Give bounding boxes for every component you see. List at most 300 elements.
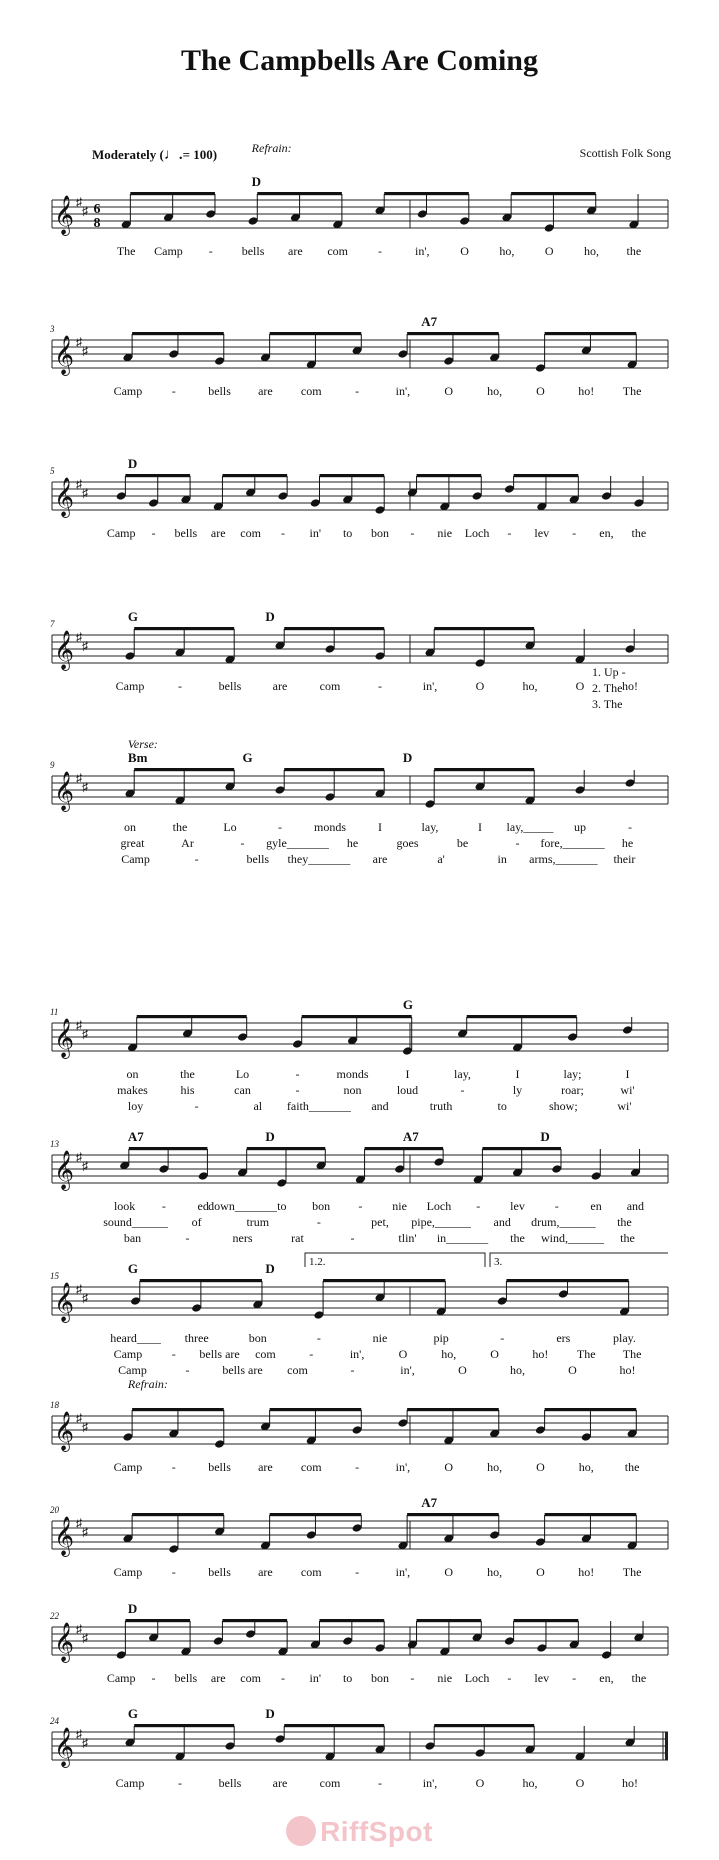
- lyric-syllable: bells: [208, 1565, 231, 1579]
- chord-symbol: G: [242, 750, 253, 765]
- lyric-syllable: lay,_____: [506, 820, 554, 834]
- tempo-marking: Moderately (♩.= 100): [92, 147, 218, 163]
- key-sharp-f-icon: ♯: [76, 1622, 82, 1636]
- key-sharp-c-icon: ♯: [82, 1525, 88, 1539]
- lyric-syllable: roar;: [561, 1083, 584, 1097]
- key-sharp-f-icon: ♯: [76, 1727, 82, 1741]
- lyric-syllable: rat: [291, 1231, 304, 1245]
- note-beam: [270, 332, 362, 335]
- lyric-syllable: com: [300, 384, 322, 398]
- staff-system-10: [52, 1513, 668, 1554]
- volta-label: 1.2.: [309, 1256, 326, 1268]
- note-beam: [270, 1408, 362, 1411]
- dotted-quarter-note-icon: ♩.: [163, 147, 183, 163]
- lyric-syllable: bells are: [199, 1347, 240, 1361]
- lyric-syllable: I: [515, 1067, 520, 1081]
- note-beam: [134, 768, 234, 771]
- note-beam: [132, 332, 224, 335]
- key-sharp-c-icon: ♯: [82, 1291, 88, 1305]
- lyric-syllable: to: [277, 1199, 287, 1213]
- lyric-syllable: fore,_______: [540, 836, 605, 850]
- measure-number: 18: [50, 1400, 59, 1410]
- lyric-syllable: Lo: [223, 820, 237, 834]
- key-sharp-f-icon: ♯: [76, 1018, 82, 1032]
- ending-pickup: 3. The: [592, 697, 623, 711]
- lyric-syllable: pet,: [371, 1215, 389, 1229]
- lyric-syllable: lev: [534, 1671, 550, 1685]
- lyric-syllable: -: [178, 1776, 182, 1790]
- chord-symbol: A7: [127, 1129, 144, 1144]
- treble-clef-icon: 𝄞: [53, 1018, 75, 1058]
- lyric-syllable: com: [255, 1347, 276, 1361]
- key-sharp-c-icon: ♯: [82, 204, 88, 218]
- treble-clef-icon: 𝄞: [53, 1282, 75, 1322]
- measure-number: 3: [50, 324, 55, 334]
- measure-number: 24: [50, 1716, 59, 1726]
- note-beam: [132, 1513, 224, 1516]
- lyric-syllable: show;: [548, 1099, 578, 1113]
- song-title: The Campbells Are Coming: [181, 44, 538, 77]
- section-label: Refrain:: [251, 141, 292, 155]
- note-beam: [482, 1147, 561, 1150]
- lyric-syllable: -: [572, 1671, 577, 1685]
- lyric-syllable: -: [628, 820, 632, 834]
- ending-pickup: 1. Up -: [592, 665, 626, 679]
- note-beam: [407, 1408, 499, 1411]
- staff-system-11: [52, 1619, 668, 1660]
- lyric-syllable: I: [625, 1067, 630, 1081]
- lyric-syllable: -: [295, 1083, 300, 1097]
- lyric-syllable: nie: [392, 1199, 407, 1213]
- lyric-syllable: in': [309, 526, 322, 540]
- measure-number: 9: [50, 760, 55, 770]
- lyric-syllable: bells: [218, 1776, 242, 1790]
- key-sharp-c-icon: ♯: [82, 1420, 88, 1434]
- lyric-syllable: on: [126, 1067, 139, 1081]
- lyric-syllable: The: [622, 1347, 642, 1361]
- lyric-syllable: en: [590, 1199, 602, 1213]
- key-sharp-c-icon: ♯: [82, 1159, 88, 1173]
- key-sharp-c-icon: ♯: [82, 780, 88, 794]
- note-beam: [132, 1408, 224, 1411]
- lyric-syllable: -: [460, 1083, 465, 1097]
- note-beam: [222, 474, 287, 477]
- lyric-syllable: Loch: [426, 1199, 452, 1213]
- volta-bracket-1: [305, 1253, 485, 1267]
- lyric-syllable: ners: [232, 1231, 253, 1245]
- note-beam: [130, 192, 215, 195]
- lyric-syllable: -: [171, 1460, 176, 1474]
- chord-symbol: G: [402, 997, 414, 1012]
- key-sharp-f-icon: ♯: [76, 630, 82, 644]
- chord-symbol: G: [127, 1261, 139, 1276]
- lyric-syllable: drum,______: [531, 1215, 596, 1229]
- lyric-syllable: -: [171, 1347, 176, 1361]
- lyric-syllable: ed: [197, 1199, 209, 1213]
- chord-symbol: D: [127, 1601, 138, 1616]
- lyric-syllable: O: [398, 1347, 408, 1361]
- lyric-syllable: the: [510, 1231, 525, 1245]
- lyric-syllable: -: [355, 1565, 360, 1579]
- lyric-syllable: I: [478, 820, 482, 834]
- lyric-syllable: -: [280, 526, 285, 540]
- note-beam: [514, 1619, 579, 1622]
- treble-clef-icon: 𝄞: [53, 1150, 75, 1190]
- lyric-syllable: and: [626, 1199, 645, 1213]
- note-beam: [506, 1279, 628, 1282]
- treble-clef-icon: 𝄞: [53, 630, 75, 670]
- lyric-syllable: truth: [429, 1099, 453, 1113]
- key-sharp-f-icon: ♯: [76, 195, 82, 209]
- lyric-syllable: bon: [312, 1199, 331, 1213]
- lyric-syllable: Camp: [113, 1347, 143, 1361]
- lyric-syllable: com: [300, 1565, 322, 1579]
- lyric-syllable: bells: [241, 244, 265, 258]
- lyric-syllable: -: [208, 244, 213, 258]
- lyric-syllable: in',: [422, 679, 438, 693]
- lyric-syllable: -: [171, 1565, 176, 1579]
- key-sharp-f-icon: ♯: [76, 1150, 82, 1164]
- key-sharp-f-icon: ♯: [76, 1411, 82, 1425]
- lyric-syllable: loy: [127, 1099, 144, 1113]
- lyric-syllable: O: [575, 679, 585, 693]
- lyric-syllable: a': [437, 852, 445, 866]
- lyric-syllable: ho,: [487, 384, 503, 398]
- lyric-syllable: -: [507, 1671, 512, 1685]
- volta-label: 3.: [494, 1256, 503, 1268]
- treble-clef-icon: 𝄞: [53, 771, 75, 811]
- lyric-syllable: in',: [415, 244, 430, 258]
- staff-system-2: [52, 332, 668, 373]
- logo-mark-icon: [286, 1816, 316, 1846]
- lyric-syllable: ho!: [622, 1776, 638, 1790]
- note-beam: [323, 1279, 445, 1282]
- note-beam: [257, 192, 342, 195]
- lyric-syllable: O: [490, 1347, 499, 1361]
- lyric-syllable: the: [624, 1460, 640, 1474]
- lyric-syllable: O: [536, 1460, 545, 1474]
- chord-symbol: D: [265, 1129, 275, 1144]
- lyric-syllable: of: [191, 1215, 202, 1229]
- lyric-syllable: ho,: [522, 679, 538, 693]
- lyric-syllable: al: [253, 1099, 263, 1113]
- note-beam: [365, 1147, 444, 1150]
- lyric-syllable: en,: [599, 526, 614, 540]
- note-beam: [407, 332, 499, 335]
- note-beam: [129, 1147, 208, 1150]
- lyric-syllable: -: [316, 1215, 321, 1229]
- lyric-syllable: Loch: [464, 1671, 490, 1685]
- lyric-syllable: ers: [556, 1331, 571, 1345]
- lyric-syllable: trum: [246, 1215, 270, 1229]
- note-beam: [125, 1619, 190, 1622]
- lyric-syllable: -: [194, 852, 199, 866]
- lyric-syllable: -: [178, 679, 182, 693]
- lyric-syllable: in_______: [436, 1231, 489, 1245]
- lyric-syllable: O: [536, 384, 545, 398]
- lyric-syllable: The: [576, 1347, 596, 1361]
- lyric-syllable: Ar: [181, 836, 194, 850]
- lyric-syllable: ly: [512, 1083, 523, 1097]
- lyric-syllable: on: [124, 820, 136, 834]
- lyric-syllable: and: [371, 1099, 389, 1113]
- lyric-syllable: O: [575, 1776, 585, 1790]
- lyric-syllable: -: [295, 1067, 300, 1081]
- lyric-syllable: down_______: [208, 1199, 277, 1213]
- staff-system-9: [52, 1408, 668, 1449]
- key-sharp-f-icon: ♯: [76, 477, 82, 491]
- lyric-syllable: Loch: [464, 526, 490, 540]
- staff-system-5: [52, 768, 668, 809]
- lyric-syllable: non: [343, 1083, 362, 1097]
- note-beam: [247, 1147, 326, 1150]
- lyric-syllable: I: [378, 820, 382, 834]
- note-beam: [434, 627, 534, 630]
- lyric-syllable: O: [544, 244, 554, 258]
- lyric-syllable: are: [372, 852, 388, 866]
- lyric-syllable: lay;: [563, 1067, 582, 1081]
- lyric-syllable: The: [622, 384, 642, 398]
- lyric-syllable: play.: [612, 1331, 636, 1345]
- lyric-syllable: in',: [395, 1460, 411, 1474]
- staff-system-6: [52, 1015, 668, 1056]
- lyric-syllable: bells: [174, 526, 198, 540]
- lyric-syllable: monds: [336, 1067, 369, 1081]
- measure-number: 22: [50, 1611, 59, 1621]
- composer-credit: Scottish Folk Song: [579, 146, 671, 160]
- lyric-syllable: to: [497, 1099, 507, 1113]
- chord-symbol: D: [540, 1129, 550, 1144]
- lyric-syllable: com: [327, 244, 349, 258]
- lyric-syllable: the: [617, 1215, 632, 1229]
- chord-symbol: G: [127, 609, 139, 624]
- lyric-syllable: sound______: [103, 1215, 168, 1229]
- lyric-syllable: ho!: [532, 1347, 549, 1361]
- key-sharp-f-icon: ♯: [76, 335, 82, 349]
- lyric-syllable: Lo: [235, 1067, 250, 1081]
- lyric-syllable: -: [185, 1231, 190, 1245]
- volta-bracket-2: [490, 1253, 668, 1267]
- key-sharp-c-icon: ♯: [82, 639, 88, 653]
- lyric-syllable: are: [288, 244, 303, 258]
- note-beam: [284, 627, 384, 630]
- lyric-syllable: -: [309, 1347, 314, 1361]
- lyric-syllable: in',: [422, 1776, 438, 1790]
- lyric-syllable: bells: [208, 384, 231, 398]
- lyric-syllable: nie: [372, 1331, 388, 1345]
- lyric-syllable: -: [355, 1460, 360, 1474]
- lyric-syllable: Camp: [118, 1363, 147, 1377]
- chord-symbol: Bm: [127, 750, 148, 765]
- lyric-syllable: The: [622, 1565, 642, 1579]
- lyric-syllable: -: [358, 1199, 363, 1213]
- lyric-syllable: -: [278, 820, 282, 834]
- lyric-syllable: -: [507, 526, 512, 540]
- measure-number: 11: [50, 1007, 59, 1017]
- key-sharp-c-icon: ♯: [82, 1631, 88, 1645]
- lyric-syllable: -: [151, 526, 156, 540]
- note-beam: [514, 474, 579, 477]
- note-beam: [134, 1724, 234, 1727]
- note-beam: [134, 627, 234, 630]
- lyric-syllable: bells: [174, 1671, 198, 1685]
- lyric-syllable: lev: [534, 526, 550, 540]
- lyric-syllable: ho!: [578, 1565, 595, 1579]
- key-sharp-c-icon: ♯: [82, 1736, 88, 1750]
- lyric-syllable: gyle_______: [266, 836, 329, 850]
- note-beam: [545, 332, 637, 335]
- lyric-syllable: Camp: [113, 1565, 143, 1579]
- riffspot-logo: [0, 1816, 719, 1848]
- section-label: Refrain:: [127, 1377, 168, 1391]
- lyric-syllable: -: [500, 1331, 505, 1345]
- lyric-syllable: the: [631, 526, 647, 540]
- lyric-syllable: in': [309, 1671, 322, 1685]
- chord-symbol: A7: [421, 1495, 438, 1510]
- lyric-syllable: loud: [396, 1083, 419, 1097]
- ending-pickup: 2. The: [592, 681, 623, 695]
- note-beam: [384, 192, 469, 195]
- lyric-syllable: pipe,______: [411, 1215, 471, 1229]
- lyric-syllable: com: [240, 526, 261, 540]
- lyric-syllable: wi': [620, 1083, 635, 1097]
- lyric-syllable: O: [444, 1565, 454, 1579]
- time-signature-bottom: 8: [93, 216, 101, 231]
- note-beam: [319, 474, 384, 477]
- lyric-syllable: and: [493, 1215, 511, 1229]
- staff-system-1: [52, 192, 668, 233]
- lyric-syllable: tlin': [398, 1231, 417, 1245]
- lyric-syllable: O: [536, 1565, 545, 1579]
- chord-symbol: D: [265, 1261, 275, 1276]
- lyric-syllable: lev: [510, 1199, 525, 1213]
- lyric-syllable: -: [151, 1671, 156, 1685]
- lyric-syllable: ho,: [578, 1460, 594, 1474]
- lyric-syllable: O: [444, 384, 454, 398]
- lyric-syllable: -: [280, 1671, 285, 1685]
- lyric-syllable: -: [572, 526, 577, 540]
- lyric-syllable: lay,: [421, 820, 439, 834]
- lyric-syllable: com: [287, 1363, 308, 1377]
- lyric-syllable: -: [410, 1671, 415, 1685]
- lyric-syllable: com: [240, 1671, 261, 1685]
- lyric-syllable: Camp: [115, 1776, 145, 1790]
- lyric-syllable: Camp: [115, 679, 145, 693]
- lyric-syllable: O: [460, 244, 469, 258]
- lyric-syllable: ban: [123, 1231, 142, 1245]
- lyric-syllable: -: [378, 244, 382, 258]
- lyric-syllable: bells are: [222, 1363, 263, 1377]
- lyric-syllable: -: [350, 1363, 355, 1377]
- lyric-syllable: in',: [400, 1363, 415, 1377]
- lyric-syllable: makes: [117, 1083, 148, 1097]
- lyric-syllable: his: [180, 1083, 195, 1097]
- lyric-syllable: faith_______: [286, 1099, 351, 1113]
- lyric-syllable: -: [194, 1099, 199, 1113]
- measure-number: 20: [50, 1505, 59, 1515]
- chord-symbol: D: [265, 1706, 275, 1721]
- lyric-syllable: are: [210, 526, 226, 540]
- staff-system-12: [52, 1724, 668, 1761]
- lyric-syllable: nie: [437, 1671, 453, 1685]
- lyric-syllable: the: [626, 244, 642, 258]
- lyric-syllable: en,: [599, 1671, 614, 1685]
- treble-clef-icon: 𝄞: [53, 1622, 75, 1662]
- lyric-syllable: Camp: [113, 384, 143, 398]
- lyric-syllable: Camp: [154, 244, 183, 258]
- note-beam: [434, 768, 534, 771]
- key-sharp-c-icon: ♯: [82, 344, 88, 358]
- lyric-syllable: -: [171, 384, 176, 398]
- lyric-syllable: their: [613, 852, 636, 866]
- lyric-syllable: Camp: [113, 1460, 143, 1474]
- lyric-syllable: I: [405, 1067, 410, 1081]
- lyric-syllable: goes: [396, 836, 419, 850]
- lyric-syllable: are: [258, 1460, 273, 1474]
- treble-clef-icon: 𝄞: [53, 1516, 75, 1556]
- lyric-syllable: -: [378, 1776, 382, 1790]
- chord-symbol: A7: [402, 1129, 419, 1144]
- lyric-syllable: O: [444, 1460, 454, 1474]
- lyric-syllable: The: [116, 244, 136, 258]
- lyric-syllable: the: [172, 820, 188, 834]
- lyric-syllable: bon: [371, 526, 389, 540]
- lyric-syllable: Camp: [106, 1671, 136, 1685]
- lyric-syllable: up: [574, 820, 586, 834]
- note-beam: [140, 1279, 262, 1282]
- note-beam: [434, 1724, 534, 1727]
- staff-system-3: [52, 474, 668, 515]
- lyric-syllable: Camp: [121, 852, 150, 866]
- lyric-syllable: he: [621, 836, 634, 850]
- lyric-syllable: in',: [395, 1565, 411, 1579]
- lyric-syllable: -: [515, 836, 520, 850]
- lyric-syllable: -: [350, 1231, 355, 1245]
- lyric-syllable: com: [319, 679, 341, 693]
- lyric-syllable: com: [319, 1776, 341, 1790]
- tempo-label: Moderately: [92, 147, 157, 162]
- note-beam: [284, 1724, 384, 1727]
- lyric-syllable: -: [410, 526, 415, 540]
- lyric-syllable: arms,_______: [529, 852, 598, 866]
- logo-text: RiffSpot: [320, 1816, 433, 1847]
- lyric-syllable: the: [180, 1067, 195, 1081]
- lyric-syllable: bells: [218, 679, 242, 693]
- lyric-syllable: -: [476, 1199, 481, 1213]
- treble-clef-icon: 𝄞: [53, 335, 75, 375]
- note-beam: [125, 474, 190, 477]
- lyric-syllable: pip: [433, 1331, 449, 1345]
- lyric-syllable: ho!: [578, 384, 595, 398]
- lyric-syllable: ho,: [584, 244, 600, 258]
- lyric-syllable: be: [456, 836, 469, 850]
- lyric-syllable: -: [554, 1199, 559, 1213]
- measure-number: 13: [50, 1139, 59, 1149]
- key-sharp-c-icon: ♯: [82, 1027, 88, 1041]
- lyric-syllable: -: [316, 1331, 321, 1345]
- lyric-syllable: to: [342, 1671, 353, 1685]
- lyric-syllable: great: [120, 836, 145, 850]
- lyric-syllable: are: [258, 1565, 273, 1579]
- chord-symbol: A7: [421, 314, 438, 329]
- lyric-syllable: monds: [313, 820, 347, 834]
- lyric-syllable: bells: [208, 1460, 231, 1474]
- lyric-syllable: ho,: [522, 1776, 538, 1790]
- measure-number: 15: [50, 1271, 59, 1281]
- lyric-syllable: are: [272, 679, 288, 693]
- chord-symbol: D: [265, 609, 275, 624]
- lyric-syllable: wi': [617, 1099, 632, 1113]
